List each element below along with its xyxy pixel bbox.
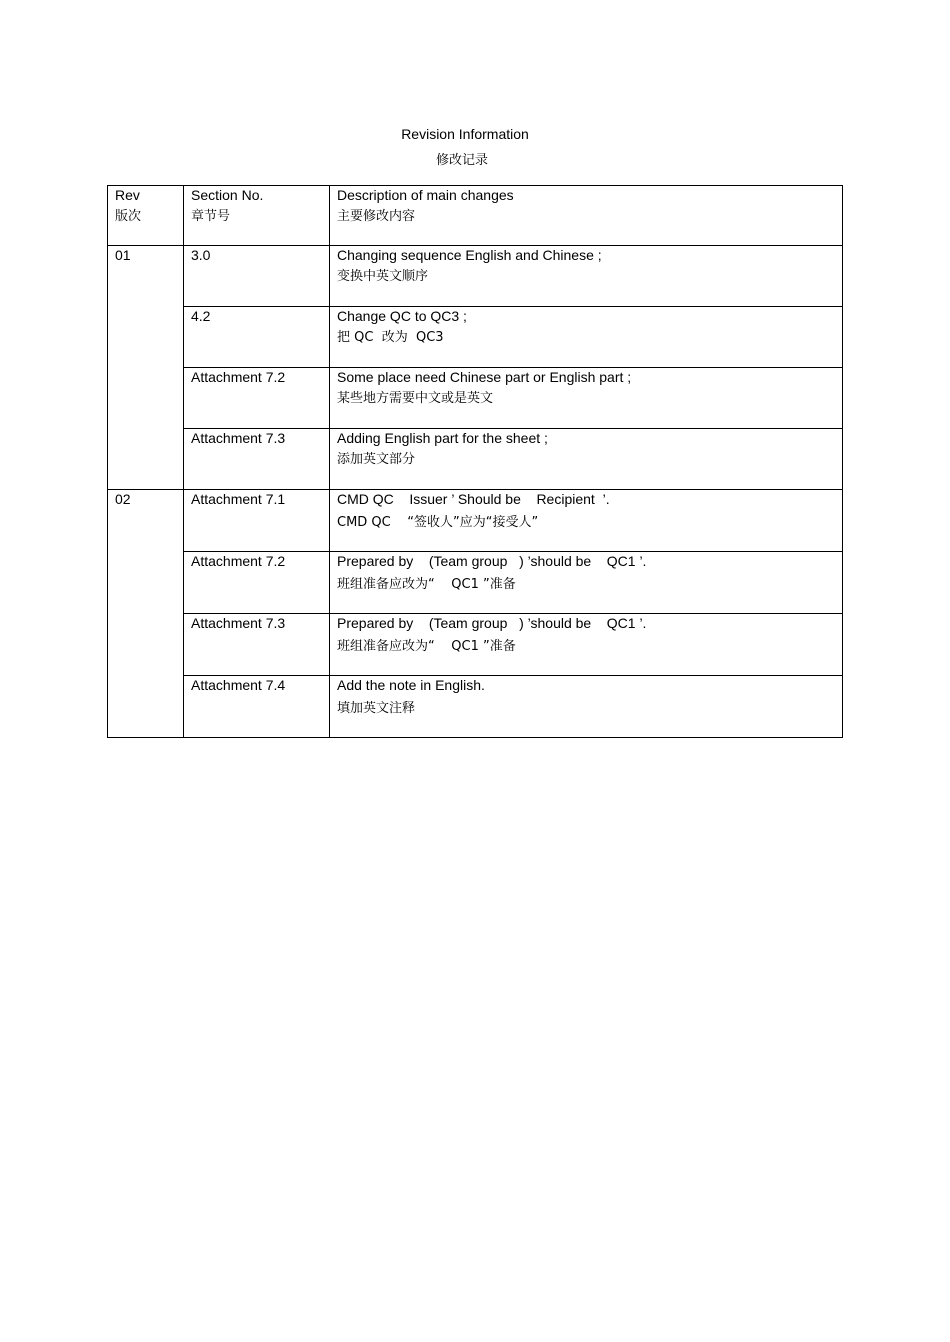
table-row [108, 552, 843, 614]
header-section-cell [184, 186, 330, 246]
description-cell [330, 368, 843, 429]
table-row [108, 429, 843, 490]
description-cell [330, 429, 843, 490]
description-english: Some place need Chinese part or English part ; [337, 369, 632, 385]
description-chinese: 班组准备应改为“ QC1 ”准备 [337, 639, 516, 654]
description-cell [330, 490, 843, 552]
table-row [108, 246, 843, 307]
document-title: Revision Information [401, 126, 529, 142]
description-english: CMD QC Issuer ’ Should be Recipient ’. [337, 491, 610, 507]
description-cell [330, 307, 843, 368]
section-number: Attachment 7.2 [191, 369, 286, 385]
section-number: 3.0 [191, 247, 211, 263]
section-cell [184, 429, 330, 490]
description-english: Prepared by (Team group ) ’should be QC1 ’. [337, 615, 647, 631]
description-english: Adding English part for the sheet ; [337, 430, 548, 446]
description-chinese: 把 QC 改为 QC3 [337, 330, 444, 345]
section-cell [184, 246, 330, 307]
description-chinese: 班组准备应改为“ QC1 ”准备 [337, 577, 516, 592]
revision-table [107, 185, 843, 738]
section-number: 4.2 [191, 308, 211, 324]
table-row [108, 307, 843, 368]
section-cell [184, 676, 330, 738]
description-chinese: 变换中英文顺序 [337, 269, 429, 284]
section-number: Attachment 7.3 [191, 615, 286, 631]
section-number: Attachment 7.2 [191, 553, 286, 569]
rev-number: 01 [115, 247, 131, 263]
description-english: Prepared by (Team group ) ’should be QC1 ’. [337, 553, 647, 569]
section-cell [184, 490, 330, 552]
description-chinese: 填加英文注释 [337, 701, 416, 716]
description-cell [330, 676, 843, 738]
header-section-label-chinese: 章节号 [191, 209, 231, 224]
section-number: Attachment 7.3 [191, 430, 286, 446]
description-english: Changing sequence English and Chinese ; [337, 247, 602, 263]
document-title-chinese: 修改记录 [435, 153, 488, 168]
table-row [108, 614, 843, 676]
description-cell [330, 246, 843, 307]
table-row [108, 368, 843, 429]
description-english: Change QC to QC3 ; [337, 308, 467, 324]
table-row [108, 490, 843, 552]
header-rev-label-chinese: 版次 [115, 209, 142, 224]
section-number: Attachment 7.1 [191, 491, 286, 507]
rev-number: 02 [115, 491, 131, 507]
header-section-label: Section No. [191, 187, 264, 203]
description-chinese: CMD QC “签收人”应为“接受人” [337, 515, 539, 530]
header-description-label-chinese: 主要修改内容 [337, 209, 416, 224]
description-cell [330, 552, 843, 614]
header-description-cell [330, 186, 843, 246]
section-cell [184, 368, 330, 429]
table-header-row [108, 186, 843, 246]
description-english: Add the note in English. [337, 677, 485, 693]
section-cell [184, 307, 330, 368]
description-chinese: 添加英文部分 [337, 452, 416, 467]
description-chinese: 某些地方需要中文或是英文 [337, 391, 494, 406]
description-cell [330, 614, 843, 676]
section-number: Attachment 7.4 [191, 677, 286, 693]
section-cell [184, 614, 330, 676]
header-rev-cell [108, 186, 184, 246]
table-row [108, 676, 843, 738]
section-cell [184, 552, 330, 614]
header-description-label: Description of main changes [337, 187, 514, 203]
header-rev-label: Rev [115, 187, 140, 203]
rev-cell [108, 490, 184, 738]
rev-cell [108, 246, 184, 490]
